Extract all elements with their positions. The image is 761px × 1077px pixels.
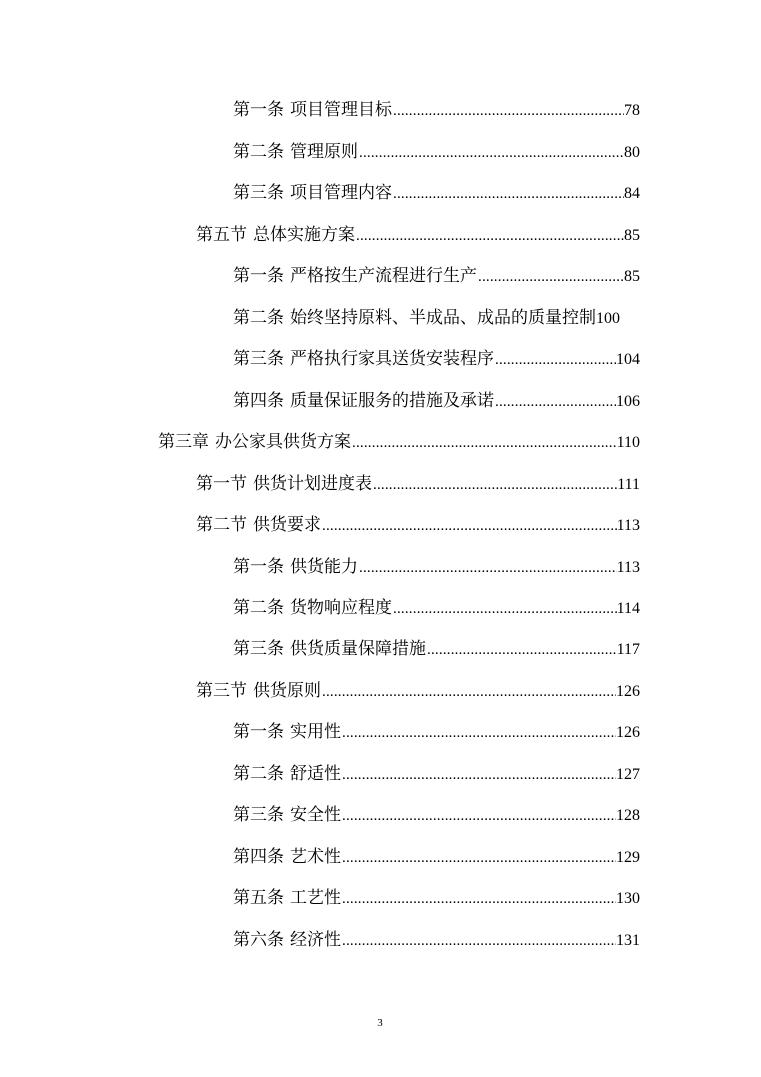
toc-page-number: 126 (616, 683, 640, 700)
toc-entry-label: 第一节 (196, 474, 247, 494)
toc-page-number: 84 (624, 185, 640, 202)
toc-entry-text: 经济性 (290, 930, 341, 950)
toc-entry-label: 第二条 (233, 142, 284, 162)
toc-page-number: 78 (624, 102, 640, 119)
toc-page-number: 111 (617, 476, 640, 493)
toc-entry-label: 第二条 (233, 764, 284, 784)
toc-entry-text: 货物响应程度 (290, 598, 392, 618)
toc-page-number: 130 (616, 890, 640, 907)
toc-dot-leader (494, 389, 616, 415)
toc-entry-text: 总体实施方案 (253, 225, 355, 245)
toc-page-number: 113 (616, 517, 640, 534)
toc-entry-title (196, 471, 372, 497)
toc-entry-text: 艺术性 (290, 847, 341, 867)
toc-dot-leader (392, 596, 617, 622)
toc-page-number: 85 (624, 227, 640, 244)
toc-entry-label: 第三条 (233, 639, 284, 659)
toc-dot-leader (321, 679, 616, 705)
toc-entry[interactable] (233, 885, 640, 911)
toc-page-number: 129 (616, 849, 640, 866)
toc-dot-leader (426, 637, 617, 663)
toc-entry[interactable] (233, 761, 640, 787)
toc-entry-label: 第三条 (233, 349, 284, 369)
toc-entry[interactable] (233, 554, 640, 580)
toc-page-number: 117 (616, 641, 640, 658)
toc-entry-title (233, 927, 341, 953)
toc-entry-title (158, 429, 351, 455)
toc-entry-label: 第一条 (233, 722, 284, 742)
toc-dot-leader (341, 886, 616, 912)
toc-entry[interactable] (233, 180, 640, 206)
toc-entry-text: 办公家具供货方案 (215, 432, 351, 452)
toc-dot-leader (372, 472, 617, 498)
toc-page-number: 127 (616, 766, 640, 783)
toc-entry-title (233, 802, 341, 828)
toc-page-number: 128 (616, 807, 640, 824)
toc-entry[interactable] (233, 139, 640, 165)
toc-entry-text: 供货计划进度表 (253, 474, 372, 494)
toc-entry-label: 第一条 (233, 266, 284, 286)
toc-page-number: 126 (616, 724, 640, 741)
page-number: 3 (377, 1017, 383, 1029)
toc-page-number: 80 (624, 144, 640, 161)
toc-page-number: 113 (616, 559, 640, 576)
toc-dot-leader (341, 762, 616, 788)
toc-entry-title (233, 263, 477, 289)
toc-entry-title (196, 222, 355, 248)
toc-entry-text: 安全性 (290, 805, 341, 825)
toc-dot-leader (392, 181, 624, 207)
toc-entry-label: 第三章 (158, 432, 209, 452)
toc-entry[interactable] (196, 222, 640, 248)
toc-page-number: 110 (616, 434, 640, 451)
toc-entry[interactable] (196, 678, 640, 704)
toc-dot-leader (477, 264, 624, 290)
toc-entry-text: 质量保证服务的措施及承诺 (290, 391, 494, 411)
toc-page-number: 131 (616, 932, 640, 949)
toc-entry-text: 项目管理目标 (290, 100, 392, 120)
toc-entry[interactable] (233, 719, 640, 745)
toc-entry-label: 第二条 (233, 598, 284, 618)
toc-dot-leader (392, 98, 624, 124)
toc-entry[interactable] (158, 429, 640, 455)
toc-entry-label: 第一条 (233, 100, 284, 120)
toc-entry-label: 第四条 (233, 391, 284, 411)
toc-dot-leader (355, 223, 624, 249)
toc-entry-label: 第四条 (233, 847, 284, 867)
toc-entry[interactable] (233, 802, 640, 828)
toc-entry-text: 实用性 (290, 722, 341, 742)
toc-entry-text: 供货要求 (253, 515, 321, 535)
toc-entry-text: 严格执行家具送货安装程序 (290, 349, 494, 369)
toc-dot-leader (341, 720, 616, 746)
toc-dot-leader (321, 513, 617, 539)
toc-entry-title (233, 719, 341, 745)
toc-entry[interactable] (233, 346, 640, 372)
toc-page-number: 106 (616, 393, 640, 410)
toc-dot-leader (341, 845, 616, 871)
toc-entry-label: 第五条 (233, 888, 284, 908)
toc-entry-label: 第一条 (233, 557, 284, 577)
toc-page-number: 100 (596, 310, 620, 327)
toc-entry-label: 第二条 (233, 308, 284, 328)
toc-entry-text: 舒适性 (290, 764, 341, 784)
toc-page-number: 114 (616, 600, 640, 617)
toc-entry-text: 始终坚持原料、半成品、成品的质量控制 (290, 308, 596, 328)
toc-entry-text: 供货原则 (253, 681, 321, 701)
toc-entry-text: 管理原则 (290, 142, 358, 162)
toc-entry-text: 严格按生产流程进行生产 (290, 266, 477, 286)
toc-page-number: 85 (624, 268, 640, 285)
toc-page-number: 104 (616, 351, 640, 368)
toc-entry-label: 第二节 (196, 515, 247, 535)
toc-entry[interactable] (196, 512, 640, 538)
toc-entry[interactable] (233, 263, 640, 289)
toc-entry[interactable] (233, 97, 640, 123)
toc-entry[interactable] (233, 595, 640, 621)
toc-dot-leader (358, 140, 624, 166)
toc-dot-leader (358, 555, 617, 581)
toc-entry-title (233, 180, 392, 206)
toc-entry-title (233, 595, 392, 621)
toc-dot-leader (341, 928, 616, 954)
toc-entry-label: 第六条 (233, 930, 284, 950)
toc-entry[interactable] (233, 927, 640, 953)
toc-entry-title (233, 554, 358, 580)
toc-entry[interactable] (233, 844, 640, 870)
toc-entry-title (233, 388, 494, 414)
toc-entry-label: 第五节 (196, 225, 247, 245)
toc-dot-leader (494, 347, 616, 373)
toc-entry[interactable] (196, 471, 640, 497)
toc-entry-title (196, 678, 321, 704)
toc-entry-title (233, 636, 426, 662)
toc-entry-title (233, 761, 341, 787)
toc-entry-text: 项目管理内容 (290, 183, 392, 203)
toc-entry-title (196, 512, 321, 538)
toc-entry-title (233, 305, 596, 331)
toc-entry-title (233, 139, 358, 165)
toc-entry-text: 供货质量保障措施 (290, 639, 426, 659)
toc-entry[interactable] (233, 388, 640, 414)
toc-entry-title (233, 346, 494, 372)
toc-entry-title (233, 885, 341, 911)
toc-dot-leader (341, 803, 616, 829)
toc-entry-text: 工艺性 (290, 888, 341, 908)
toc-entry-label: 第三条 (233, 805, 284, 825)
toc-entry[interactable] (233, 636, 640, 662)
toc-entry-text: 供货能力 (290, 557, 358, 577)
toc-entry-label: 第三节 (196, 681, 247, 701)
toc-entry-label: 第三条 (233, 183, 284, 203)
toc-entry-title (233, 97, 392, 123)
toc-dot-leader (351, 430, 617, 456)
toc-entry-title (233, 844, 341, 870)
toc-entry[interactable] (233, 305, 657, 331)
